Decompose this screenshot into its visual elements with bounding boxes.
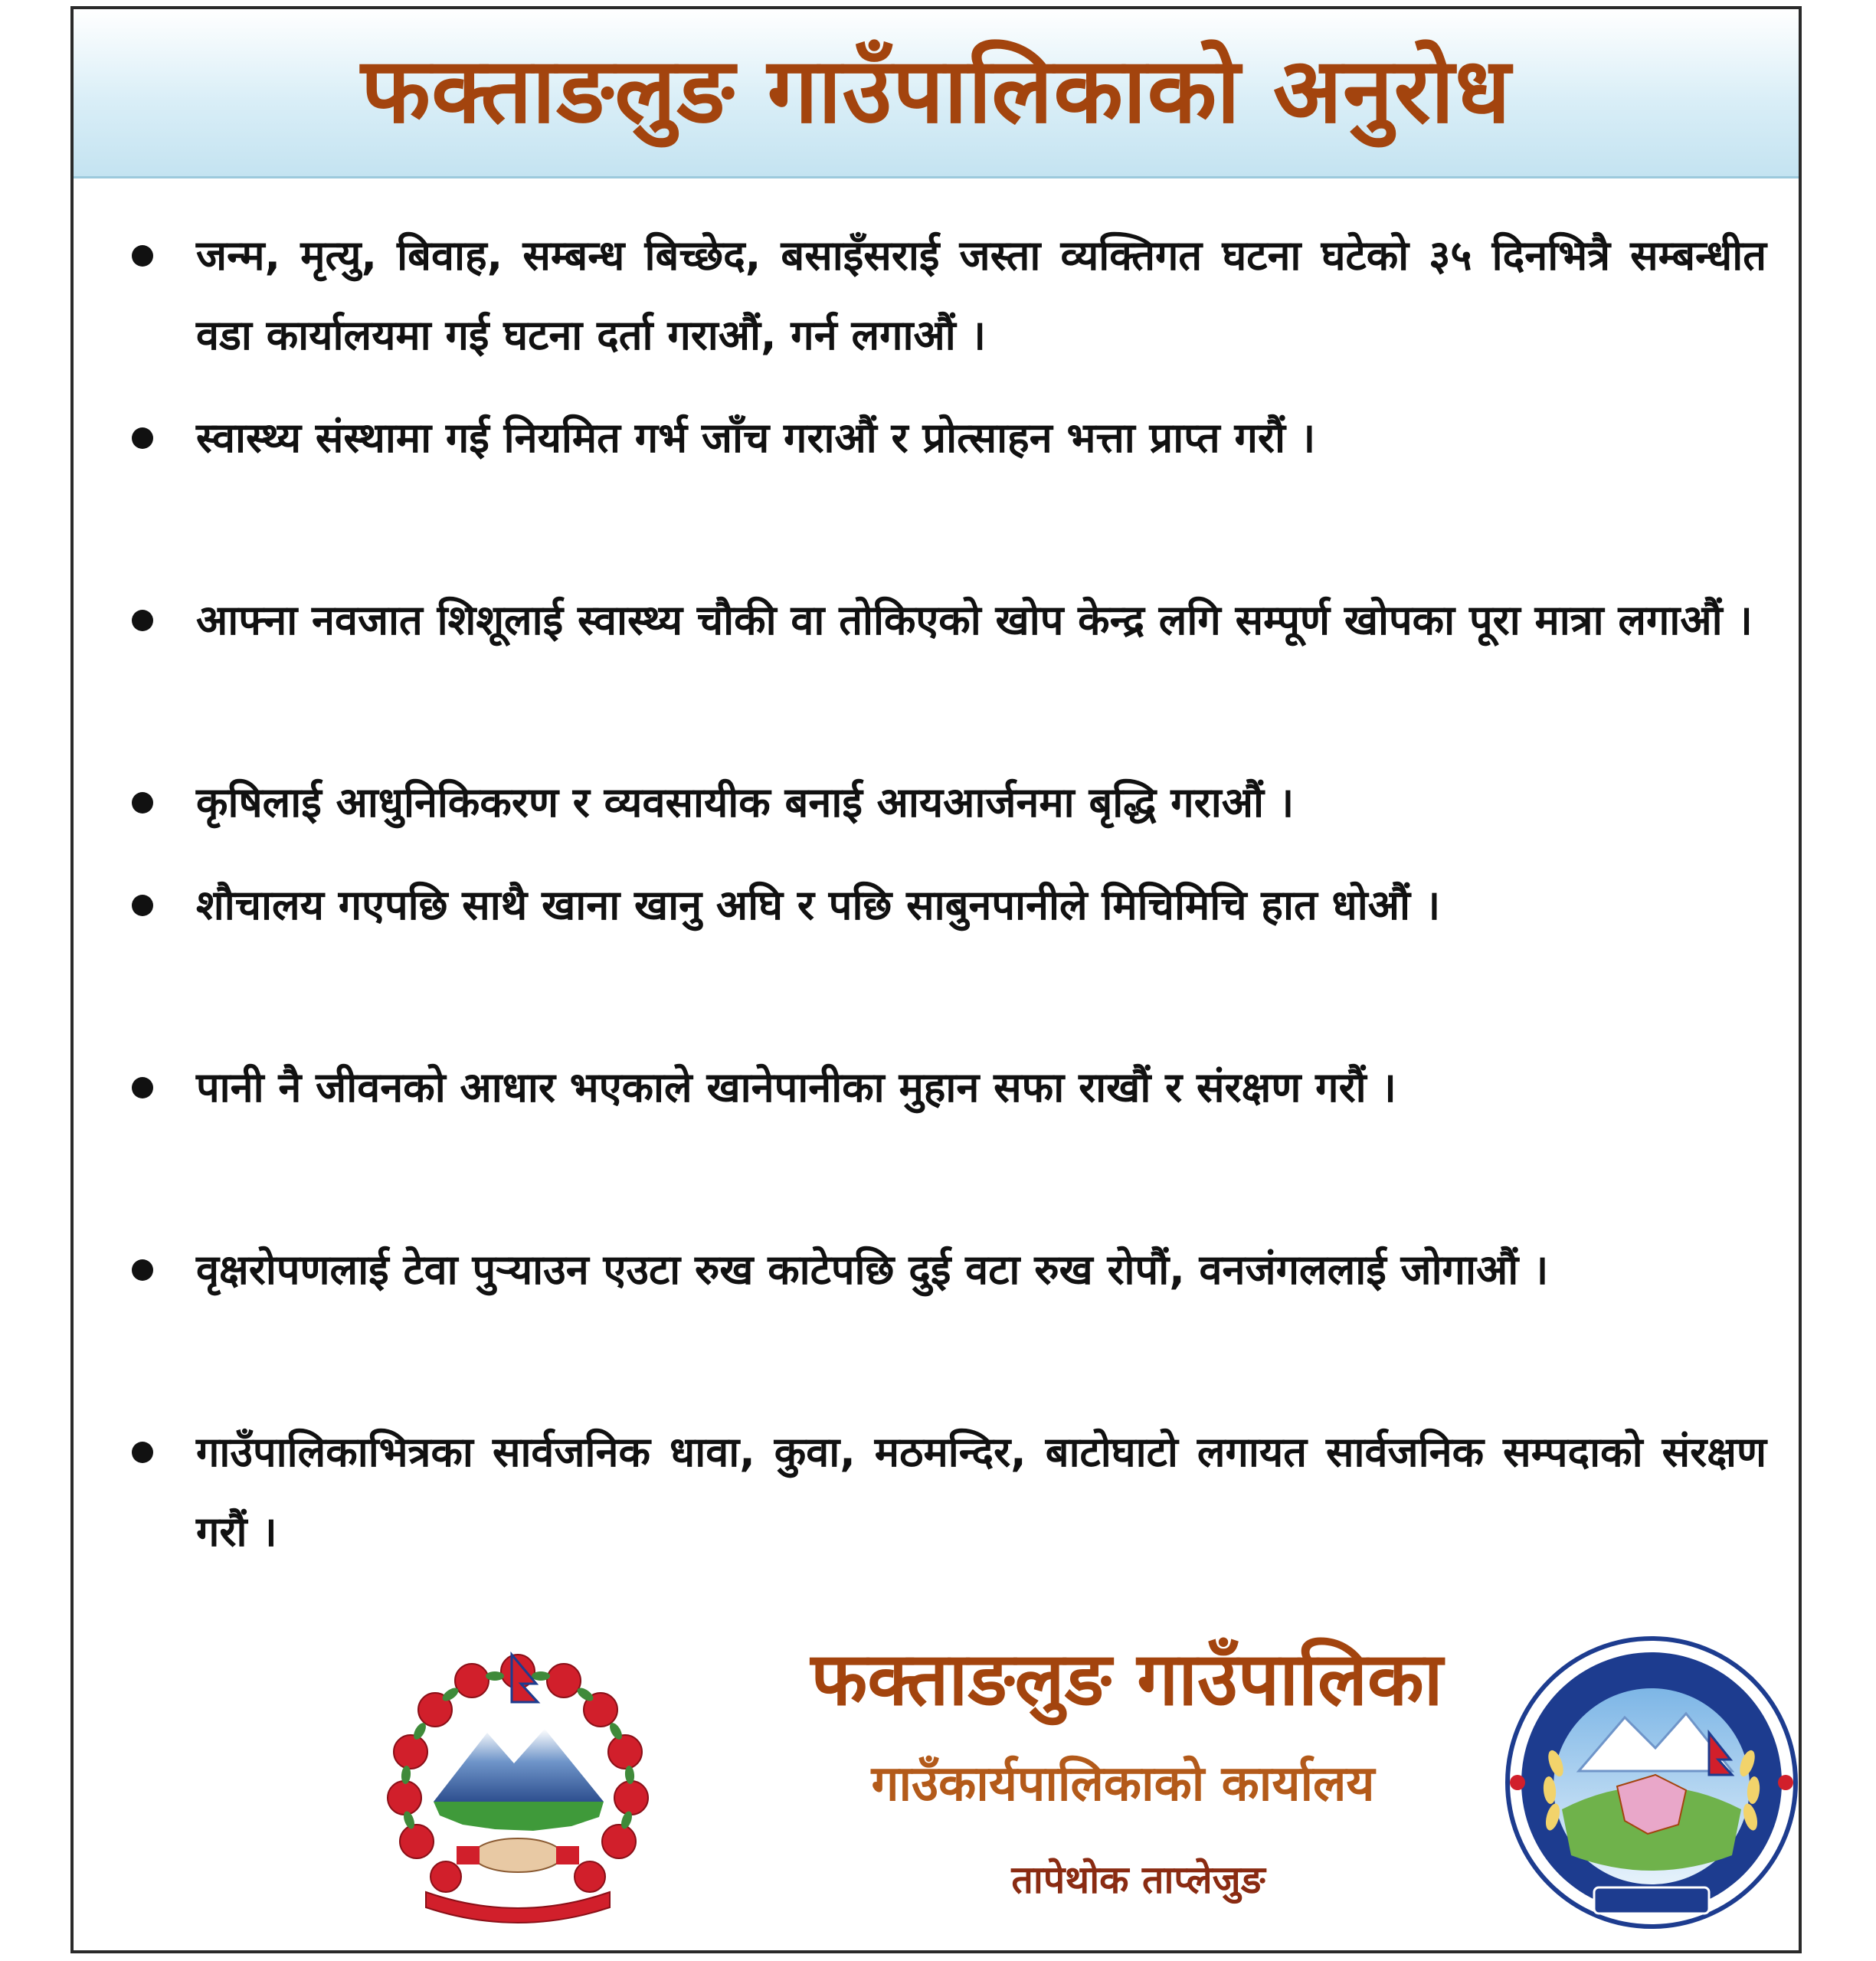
nepal-emblem-icon — [380, 1648, 656, 1924]
bullet-icon — [132, 245, 153, 267]
bullet-icon — [132, 1442, 153, 1463]
list-item-text: स्वास्थ्य संस्थामा गई नियमित गर्भ जाँच गराऔं र प्रोत्साहन भत्ता प्राप्त गरौं । — [196, 414, 1316, 462]
list-item — [104, 1413, 1766, 1572]
footer — [74, 1618, 1799, 1947]
list-item — [104, 866, 1766, 1025]
list-item-text: गाउँपालिकाभित्रका सार्वजनिक धावा, कुवा, मठमन्दिर, बाटोघाटो लगायत सार्वजनिक सम्पदाको संरक्षण गरौं । — [196, 1428, 1766, 1556]
list-item — [104, 1230, 1766, 1390]
request-list — [104, 216, 1766, 1572]
list-item — [104, 216, 1766, 375]
bullet-icon — [132, 1259, 153, 1281]
list-item — [104, 763, 1766, 843]
list-item-text: वृक्षरोपणलाई टेवा पुऱ्याउन एउटा रुख काटेपछि दुई वटा रुख रोपौं, वनजंगललाई जोगाऔं । — [196, 1246, 1549, 1294]
list-item-text: जन्म, मृत्यु, बिवाह, सम्बन्ध बिच्छेद, बसाइँसराई जस्ता व्यक्तिगत घटना घटेको ३५ दिनभित्रै सम्बन्धीत वडा कार्यालयमा गई घटना दर्ता गराऔं, गर्न लगाऔं । — [196, 231, 1766, 359]
title-banner — [74, 9, 1799, 178]
list-item-text: शौचालय गएपछि साथै खाना खानु अघि र पछि साबुनपानीले मिचिमिचि हात धोऔं । — [196, 881, 1441, 929]
notice-frame — [70, 6, 1802, 1953]
org-name: फक्ताङलुङ गाउँपालिका — [810, 1636, 1443, 1722]
list-item-text: कृषिलाई आधुनिकिकरण र व्यवसायीक बनाई आयआर्जनमा बृद्धि गराऔं । — [196, 778, 1295, 827]
page-title: फक्ताङलुङ गाउँपालिकाको अनुरोध — [361, 38, 1511, 143]
list-item — [104, 581, 1766, 740]
municipality-logo-icon — [1502, 1633, 1801, 1932]
bullet-icon — [132, 792, 153, 814]
list-item — [104, 398, 1766, 558]
bullet-icon — [132, 610, 153, 631]
office-name: गाउँकार्यपालिकाको कार्यालय — [871, 1756, 1375, 1812]
list-item-text: पानी नै जीवनको आधार भएकाले खानेपानीका मुहान सफा राखौं र संरक्षण गरौं । — [196, 1063, 1396, 1111]
bullet-icon — [132, 427, 153, 449]
bullet-icon — [132, 895, 153, 916]
bullet-icon — [132, 1077, 153, 1098]
list-item-text: आफ्ना नवजात शिशूलाई स्वास्थ्य चौकी वा तोकिएको खोप केन्द्र लगि सम्पूर्ण खोपका पूरा मात्रा लगाऔं । — [196, 596, 1753, 644]
office-address: तापेथोक ताप्लेजुङ — [1011, 1858, 1265, 1902]
list-item — [104, 1048, 1766, 1207]
